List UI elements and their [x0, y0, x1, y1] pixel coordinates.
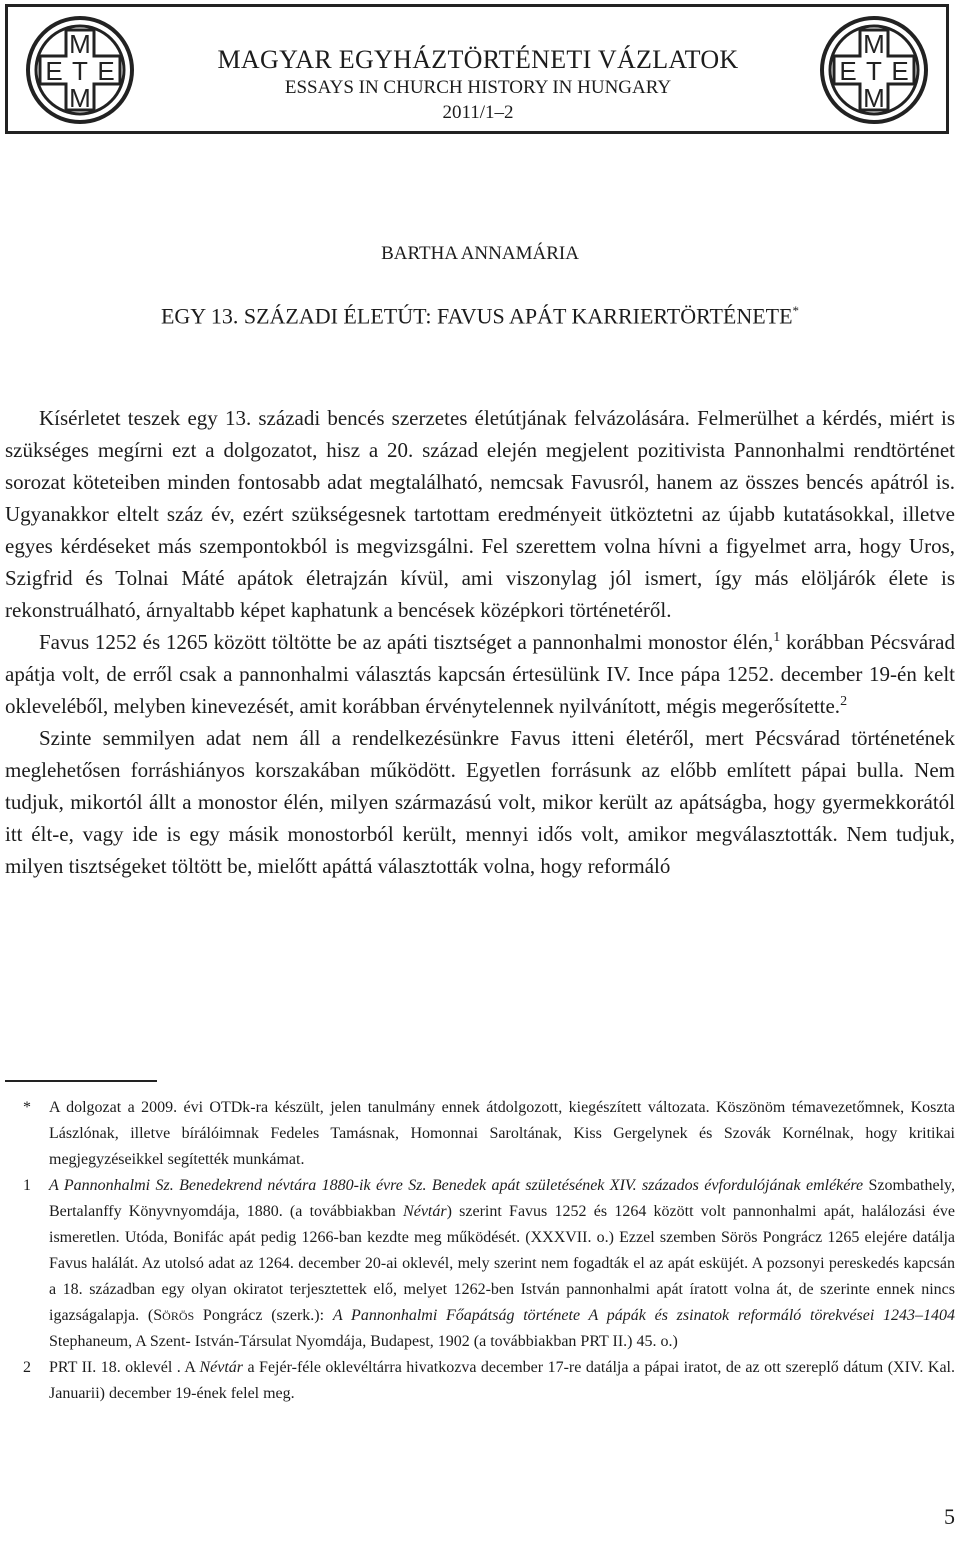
journal-issue: 2011/1–2 [442, 102, 514, 123]
footnote-star-mark: * [23, 1099, 31, 1116]
footnote-2-mark: 2 [23, 1359, 31, 1376]
logo-letter-center: T [72, 56, 88, 86]
footnote-divider [5, 1080, 157, 1082]
article-title-text: EGY 13. SZÁZADI ÉLETÚT: FAVUS APÁT KARRIERTÖRTÉNETE [160, 303, 793, 329]
footnote-star-text: A dolgozat a 2009. évi OTDk-ra készült, jelen tanulmány ennek átdolgozott, kiegészített változata. Köszönöm témavezetőmnek, Koszta Lászlónak, illetve bírálóimnak Fedeles Tamásnak, Homonnai Saroltának, Kiss Gergelynek és Szovák Kornélnak, hogy kritikai megjegyzéseikkel segítették munkámat. [49, 1099, 955, 1168]
fn1-text-4: Stephaneum, A Szent- István-Társulat Nyomdája, Budapest, 1902 (a továbbiakban PRT II.) 45. o.) [49, 1333, 678, 1350]
fn2-italic-1: Névtár [199, 1359, 244, 1376]
logo-letter-center: T [866, 56, 882, 86]
footnote-ref-1[interactable]: 1 [773, 630, 781, 645]
footnote-2-text [49, 1355, 955, 1407]
logo-letter-right: E [97, 56, 115, 86]
fn2-text-2: a Fejér-féle oklevéltárra hivatkozva december 17-re datálja a pápai iratot, de az ott szereplő dátum (XIV. Kal. Januarii) december 19-ének felel meg. [49, 1359, 955, 1402]
footnote-ref-2[interactable]: 2 [840, 694, 848, 709]
article-author: BARTHA ANNAMÁRIA [381, 243, 579, 264]
journal-title-hu: MAGYAR EGYHÁZTÖRTÉNETI VÁZLATOK [217, 45, 739, 74]
logo-letter-bottom: M [863, 83, 885, 113]
logo-letter-bottom: M [69, 83, 91, 113]
article-title [0, 303, 960, 329]
fn1-text-3: Pongrácz (szerk.): [194, 1307, 333, 1324]
fn1-italic-3: A Pannonhalmi Főapátság története A pápák és zsinatok reformáló törekvései 1243–1404 [332, 1307, 956, 1324]
journal-title-block [158, 45, 798, 125]
body-paragraph-3: Szinte semmilyen adat nem áll a rendelkezésünkre Favus itteni életéről, mert Pécsvárad történetének meglehetősen forráshiányos korszakában működött. Egyetlen forrásunk az előbb említett pápai bulla. Nem tudjuk, mikortól állt a monostor élén, milyen származású volt, mikor került az apátságba, hogy gyermekkorától itt élt-e, vagy ide is egy másik monostorból került, mennyi idős volt, amikor megválasztották. Nem tudjuk, milyen tisztségeket töltött be, mielőtt apáttá választották volna, hogy reformáló [5, 726, 955, 878]
fn1-smallcaps: ÖRÖS [162, 1309, 195, 1323]
body-paragraph-1: Kísérletet teszek egy 13. századi bencés szerzetes életútjának felvázolására. Felmerülhet a kérdés, miért is szükséges megírni ezt a dolgozatot, hisz a 20. század elején megjelent pozitivista Pannonhalmi rendtörténet sorozat köteteiben minden fontosabb adat megtalálható, nemcsak Favusról, hanem az összes bencés apátról is. Ugyanakkor eltelt száz év, ezért szükségesnek tartottam eredményeit ütköztetni az újabb kutatásokkal, illetve egyes kérdéseket más szempontokból is megvizsgálni. Fel szerettem volna hívni a figyelmet arra, hogy Uros, Szigfrid és Tolnai Máté apátok életrajzán kívül, ami viszonylag jól ismert, így más elöljárók élete is rekonstruálható, árnyaltabb képet kaphatunk a bencések középkori történetéről. [5, 406, 955, 622]
footnote-1-mark: 1 [23, 1177, 31, 1194]
body-paragraph-2 [5, 626, 955, 722]
fn1-text-2: ) szerint Favus 1252 és 1264 között volt pannonhalmi apát, halálozási éve ismeretlen. Utóda, Bonifác apát pedig 1266-ban kezdte meg működését. (XXXVII. o.) Ezzel szemben Sörös Pongrácz 1265 elejére datálja Favus halálát. Az utolsó adat az 1264. december 20-ai oklevél, mely szerint nem fogadták el az apát esküjét. A pozsonyi pereskedés kapcsán a 18. században egy olyan okiratot terjesztettek elő, melyet 1262-ben István pannonhalmi apát íratott volna át, de szerinte ennek nincs igazságalapja. (S [49, 1203, 955, 1324]
journal-title-en: ESSAYS IN CHURCH HISTORY IN HUNGARY [284, 77, 672, 98]
footnote-2 [5, 1355, 955, 1407]
title-footnote-mark[interactable]: * [792, 303, 800, 318]
article-body [5, 402, 955, 882]
logo-letter-left: E [839, 56, 857, 86]
fn1-italic-1: A Pannonhalmi Sz. Benedekrend névtára 1880-ik évre Sz. Benedek apát születésének XIV. százados évfordulójának emlékére [49, 1177, 864, 1194]
footnote-1-text [49, 1173, 955, 1355]
footnotes [5, 1095, 955, 1407]
logo-letter-left: E [45, 56, 63, 86]
journal-header [5, 4, 949, 134]
page-number: 5 [944, 1504, 955, 1529]
mete-logo-left [25, 15, 135, 125]
paragraph-2-part-a: Favus 1252 és 1265 között töltötte be az apáti tisztséget a pannonhalmi monostor élén, [39, 630, 774, 654]
logo-letter-top: M [863, 29, 885, 59]
fn1-text-1: Szombathely, Bertalanffy Könyvnyomdája, 1880. (a továbbiakban [49, 1177, 956, 1220]
logo-letter-right: E [891, 56, 909, 86]
logo-letter-top: M [69, 29, 91, 59]
footnote-1 [5, 1173, 955, 1355]
mete-logo-right [819, 15, 929, 125]
fn1-italic-2: Névtár [403, 1203, 447, 1220]
footnote-star [5, 1095, 955, 1173]
fn2-text-1: PRT II. 18. oklevél . A [49, 1359, 200, 1376]
paragraph-2-part-b: korábban Pécsvárad apátja volt, de erről csak a pannonhalmi választás kapcsán értesülünk IV. Ince pápa 1252. december 19-én kelt okleveléből, melyben kinevezését, amit korábban érvénytelennek nyilvánított, mégis megerősítette. [5, 630, 955, 718]
